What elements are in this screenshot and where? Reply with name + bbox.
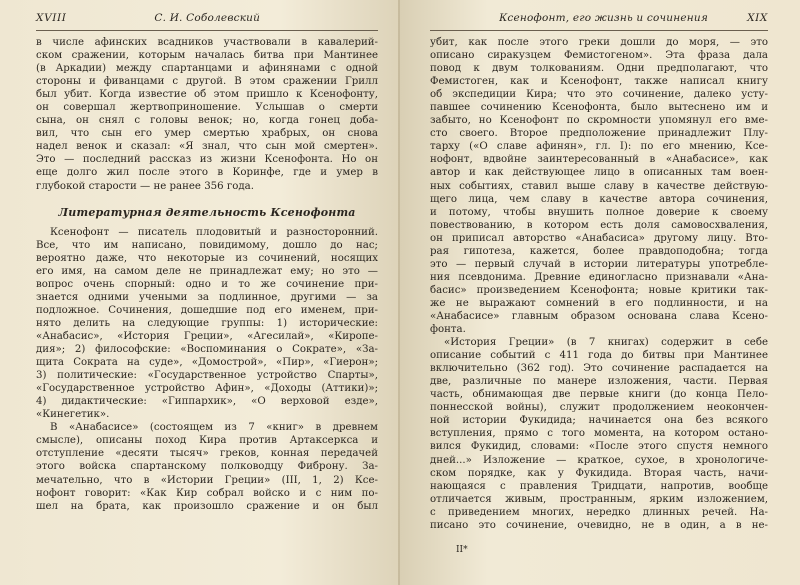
text-line: глубокой старости — не ранее 356 года. — [36, 180, 254, 192]
text-line: ском порядке, как у Фукидида. Вторая часть, начи- — [430, 467, 768, 479]
text-line: 3) политические: «Государственное устройство Спарты», — [36, 370, 378, 382]
text-line: 4) дидактические: «Гиппархик», «О верховой езде», — [36, 396, 378, 408]
text-line: сто своего. Второе предположение принадлежит Плу- — [430, 128, 768, 140]
text-line: «История Греции» (в 7 книгах) содержит в себе — [444, 337, 768, 349]
signature-mark: II* — [456, 544, 468, 555]
text-line: повод к двум толкованиям. Одни предполагают, что — [430, 63, 768, 75]
paragraph — [430, 36, 768, 336]
text-line: нофонт говорит: «Как Кир собрал войско и с ним по- — [36, 487, 378, 499]
left-page-header — [36, 12, 378, 31]
section-heading: Литературная деятельность Ксенофонта — [58, 205, 356, 219]
text-line: вероятно даже, что некоторые из сочинений, носящих — [36, 252, 378, 264]
text-line: повествованию, в котором есть доля самовосхваления, — [430, 219, 768, 231]
right-page — [400, 0, 800, 585]
text-line: отступление «десяти тысяч» греков, конная передачей — [36, 448, 378, 460]
text-line: часть, обнимающая две первые книги (до конца Пело- — [430, 389, 768, 401]
text-line: описание событий с 411 года до битвы при Мантинее — [430, 350, 768, 362]
text-line: забыто, но Ксенофонт по скромности упомянул его вме- — [430, 115, 768, 127]
text-line: вил, что сын его умер смертью храбрых, он снова — [36, 128, 378, 140]
text-line: автор и как действующее лицо в описанных там воен- — [430, 167, 768, 179]
text-line: писано это сочинение, очевидно, не в один, а в не- — [430, 519, 768, 531]
text-line: вился Фукидид, словами: «После этого спустя немного — [430, 441, 768, 453]
text-line: «Анабасис», «История Греции», «Агесилай», «Киропе- — [36, 330, 378, 342]
text-line: «Анабасисе» главным образом основана слава Ксено- — [430, 310, 768, 322]
text-line: ных событиях, ставил выше славу в качестве действую- — [430, 180, 768, 192]
text-line: включительно (362 год). Это сочинение распадается на — [430, 363, 768, 375]
text-line: павшее сочинению Ксенофонта, было вытеснено им и — [430, 102, 768, 114]
text-line: же не выражают сомнений в его подлинности, и на — [430, 297, 768, 309]
text-line: с приведением многих, нередко длинных речей. На- — [430, 506, 768, 518]
text-line: фонта. — [430, 324, 466, 336]
text-line: этого войска спартанскому полководцу Фиброну. За- — [36, 461, 378, 473]
text-line: убит, как после этого греки дошли до моря, — это — [430, 37, 768, 48]
paragraph — [36, 421, 378, 512]
paragraph — [430, 336, 768, 532]
text-line: дия»; 2) философские: «Воспоминания о Сократе», «За- — [36, 344, 378, 356]
text-line: стороны и фиванцами с другой. В этом сражении Грилл — [36, 76, 378, 88]
right-page-header — [430, 12, 768, 31]
text-line: нофонт, вдвойне заинтересованный в «Анабасисе», как — [430, 154, 768, 166]
text-line: Фемистоген, как и Ксенофонт, также написал книгу — [430, 76, 768, 88]
text-line: щего лица, чем славу в качестве автора сочинения, — [430, 193, 768, 205]
text-line: в числе афинских всадников участвовали в кавалерий- — [36, 37, 378, 48]
text-line: вступления, прямо с того момента, на котором остано- — [430, 428, 768, 440]
text-line: это — первый случай в истории литературы употребле- — [430, 258, 768, 270]
running-head: Ксенофонт, его жизнь и сочинения — [499, 12, 708, 24]
paragraph — [36, 36, 378, 193]
text-line: он приписал авторство «Анабасиса» другому лицу. Вто- — [430, 232, 768, 244]
page-number: XVIII — [36, 12, 67, 24]
text-line: Ксенофонт — писатель плодовитый и разносторонний. — [50, 226, 378, 238]
text-line: нающаяся с правления Тридцати, напротив, вообще — [430, 480, 768, 492]
text-line: Все, что им написано, повидимому, дошло до нас; — [36, 239, 378, 251]
text-line: поннесской войны), служит продолжением неокончен- — [430, 402, 768, 414]
text-line: ния псевдонима. Древние единогласно признавали «Ана- — [430, 271, 768, 283]
text-line: надел венок и сказал: «Я знал, что сын мой смертен». — [36, 141, 378, 153]
text-line: он совершал жертвоприношение. Услышав о смерти — [36, 102, 378, 114]
page-number: XIX — [747, 12, 768, 24]
text-line: «Государственное устройство Афин», «Доходы (Аттики)»; — [36, 383, 378, 395]
text-line: (в Аркадии) между спартанцами и афинянами с одной — [36, 63, 378, 75]
text-line: нято делить на следующие группы: 1) исторические: — [36, 317, 378, 329]
text-line: был убит. Когда известие об этом пришло к Ксенофонту, — [36, 89, 378, 101]
text-line: В «Анабасисе» (состоящем из 7 «книг» в древнем — [50, 422, 378, 434]
text-line: смысле), описаны поход Кира против Артаксеркса и — [36, 435, 378, 447]
text-line: вопрос очень спорный: одно и то же сочинение при- — [36, 278, 378, 290]
text-line: описано сиракузцем Фемистогеном». Эта фраза дала — [430, 50, 768, 62]
text-line: две, различные по манере изложения, части. Первая — [430, 376, 768, 388]
text-line: басис» произведением Ксенофонта; новые критики так- — [430, 284, 768, 296]
text-line: отличается живым, пространным, ярким изложением, — [430, 493, 768, 505]
text-line: «Кинегетик». — [36, 409, 110, 421]
text-line: об экспедиции Кира; что это сочинение, далеко усту- — [430, 89, 768, 101]
running-head: С. И. Соболевский — [154, 12, 261, 24]
text-line: щита Сократа на суде», «Домострой», «Пир», «Гиерон»; — [36, 357, 378, 369]
text-line: ной истории Фукидида; начинается она без всякого — [430, 415, 768, 427]
text-line: его имя, на самом деле не принадлежат ему; но это — — [36, 265, 378, 277]
paragraph — [36, 226, 378, 422]
text-line: рая гипотеза, кажется, более правдоподобна; тогда — [430, 245, 768, 257]
left-body-text — [36, 36, 378, 513]
text-line: сына, он снял с головы венок; но, когда гонец доба- — [36, 115, 378, 127]
right-body-text — [430, 36, 768, 557]
text-line: мечательно, что в «Истории Греции» (III, 1, 2) Ксе- — [36, 474, 378, 486]
text-line: Это — последний рассказ из жизни Ксенофонта. Но он — [36, 154, 378, 166]
text-line: тарху («О славе афинян», гл. I): по его мнению, Ксе- — [430, 141, 768, 153]
text-line: подложное. Сочинения, дошедшие под его именем, при- — [36, 304, 378, 316]
text-line: и потому, чтобы внушить полное доверие к своему — [430, 206, 768, 218]
text-line: ском сражении, которым началась битва при Мантинее — [36, 50, 378, 62]
text-line: еще долго жил после этого в Коринфе, где и умер в — [36, 167, 378, 179]
text-line: знается одними учеными за подлинное, другими — за — [36, 291, 378, 303]
text-line: шел на брата, как произошло сражение и он был — [36, 500, 378, 512]
text-line: дней...» Изложение — краткое, сухое, в хронологиче- — [430, 454, 768, 466]
